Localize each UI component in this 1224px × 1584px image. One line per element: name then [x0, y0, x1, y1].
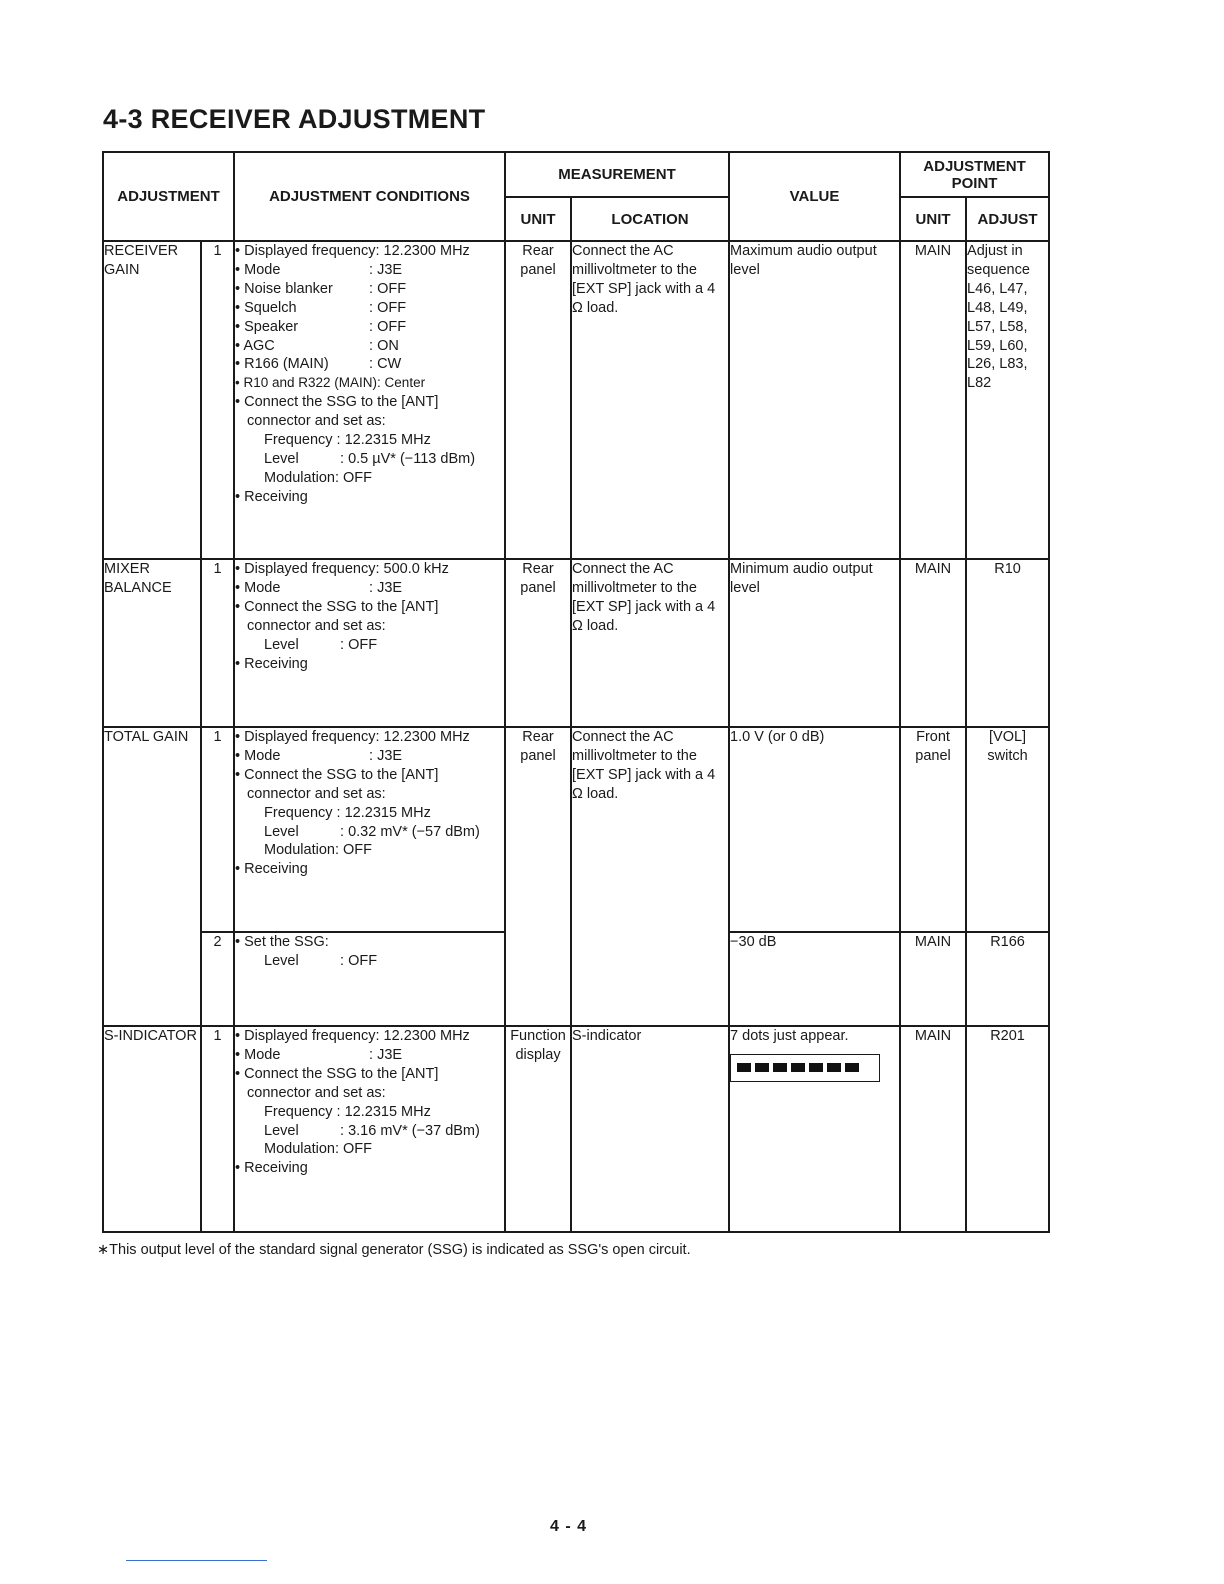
measurement-location: S-indicator	[571, 1026, 729, 1232]
s-indicator-dot	[845, 1063, 859, 1072]
s-indicator-dot	[809, 1063, 823, 1072]
table-row	[103, 1026, 1049, 1232]
receiver-adjustment-table	[102, 151, 1050, 1233]
point-adjust: Adjust in sequence L46, L47, L48, L49, L57, L58, L59, L60, L26, L83, L82	[966, 241, 1049, 559]
point-unit: Front panel	[900, 727, 966, 932]
measurement-unit: Rear panel	[505, 727, 571, 1026]
measurement-location: Connect the AC millivoltmeter to the [EXT SP] jack with a 4 Ω load.	[571, 727, 729, 1026]
step-number: 2	[201, 932, 234, 1026]
point-unit: MAIN	[900, 1026, 966, 1232]
measurement-unit: Function display	[505, 1026, 571, 1232]
measurement-location: Connect the AC millivoltmeter to the [EXT SP] jack with a 4 Ω load.	[571, 559, 729, 727]
s-indicator-dot	[791, 1063, 805, 1072]
adjustment-name: MIXER BALANCE	[103, 559, 201, 727]
page-number: 4 - 4	[550, 1518, 588, 1535]
adjustment-name: RECEIVER GAIN	[103, 241, 201, 559]
adjustment-conditions: • Displayed frequency: 12.2300 MHz • Mode : J3E • Connect the SSG to the [ANT] connector and set as: Frequency : 12.2315 MHz Level : 0.32 mV* (−57 dBm) Modulation: OFF • Receiving	[234, 727, 505, 932]
header-adjustment-point: ADJUSTMENT POINT	[900, 152, 1049, 197]
point-adjust: R10	[966, 559, 1049, 727]
target-value: Minimum audio output level	[729, 559, 900, 727]
adjustment-name: S-INDICATOR	[103, 1026, 201, 1232]
header-measurement-unit: UNIT	[505, 197, 571, 241]
target-value: Maximum audio output level	[729, 241, 900, 559]
s-indicator-dot	[737, 1063, 751, 1072]
adjustment-conditions: • Displayed frequency: 500.0 kHz • Mode : J3E • Connect the SSG to the [ANT] connector and set as: Level : OFF • Receiving	[234, 559, 505, 727]
header-conditions: ADJUSTMENT CONDITIONS	[234, 152, 505, 241]
bottom-rule	[126, 1560, 267, 1561]
s-indicator-display	[730, 1054, 880, 1082]
value-text: 7 dots just appear.	[730, 1028, 849, 1044]
measurement-unit: Rear panel	[505, 241, 571, 559]
header-adjustment: ADJUSTMENT	[103, 152, 234, 241]
step-number: 1	[201, 1026, 234, 1232]
adjustment-name: TOTAL GAIN	[103, 727, 201, 1026]
section-title: 4-3 RECEIVER ADJUSTMENT	[103, 104, 486, 134]
target-value: 1.0 V (or 0 dB)	[729, 727, 900, 932]
measurement-location: Connect the AC millivoltmeter to the [EXT SP] jack with a 4 Ω load.	[571, 241, 729, 559]
header-measurement: MEASUREMENT	[505, 152, 729, 197]
header-value: VALUE	[729, 152, 900, 241]
header-point-adjust: ADJUST	[966, 197, 1049, 241]
measurement-unit: Rear panel	[505, 559, 571, 727]
footnote: ∗This output level of the standard signal generator (SSG) is indicated as SSG's open circuit.	[97, 1242, 691, 1258]
s-indicator-dot	[827, 1063, 841, 1072]
point-adjust: R166	[966, 932, 1049, 1026]
adjustment-conditions: • Set the SSG: Level : OFF	[234, 932, 505, 1026]
step-number: 1	[201, 241, 234, 559]
s-indicator-dot	[773, 1063, 787, 1072]
header-point-unit: UNIT	[900, 197, 966, 241]
target-value	[729, 1026, 900, 1232]
table-row	[103, 241, 1049, 559]
table-row	[103, 559, 1049, 727]
s-indicator-dot	[755, 1063, 769, 1072]
adjustment-conditions: • Displayed frequency: 12.2300 MHz • Mode : J3E • Connect the SSG to the [ANT] connector and set as: Frequency : 12.2315 MHz Level : 3.16 mV* (−37 dBm) Modulation: OFF • Receiving	[234, 1026, 505, 1232]
step-number: 1	[201, 727, 234, 932]
point-unit: MAIN	[900, 932, 966, 1026]
point-adjust: [VOL] switch	[966, 727, 1049, 932]
point-unit: MAIN	[900, 559, 966, 727]
step-number: 1	[201, 559, 234, 727]
adjustment-conditions: • Displayed frequency: 12.2300 MHz • Mode : J3E • Noise blanker : OFF • Squelch : OFF • Speaker : OFF • AGC : ON • R166 (MAIN) : CW • R10 and R322 (MAIN): Center • Connect the SSG to the [ANT] connector and set as: Frequency : 12.2315 MHz Level : 0.5 µV* (−113 dBm) Modulation: OFF • Receiving	[234, 241, 505, 559]
header-measurement-location: LOCATION	[571, 197, 729, 241]
target-value: −30 dB	[729, 932, 900, 1026]
table-row	[103, 727, 1049, 932]
point-unit: MAIN	[900, 241, 966, 559]
point-adjust: R201	[966, 1026, 1049, 1232]
